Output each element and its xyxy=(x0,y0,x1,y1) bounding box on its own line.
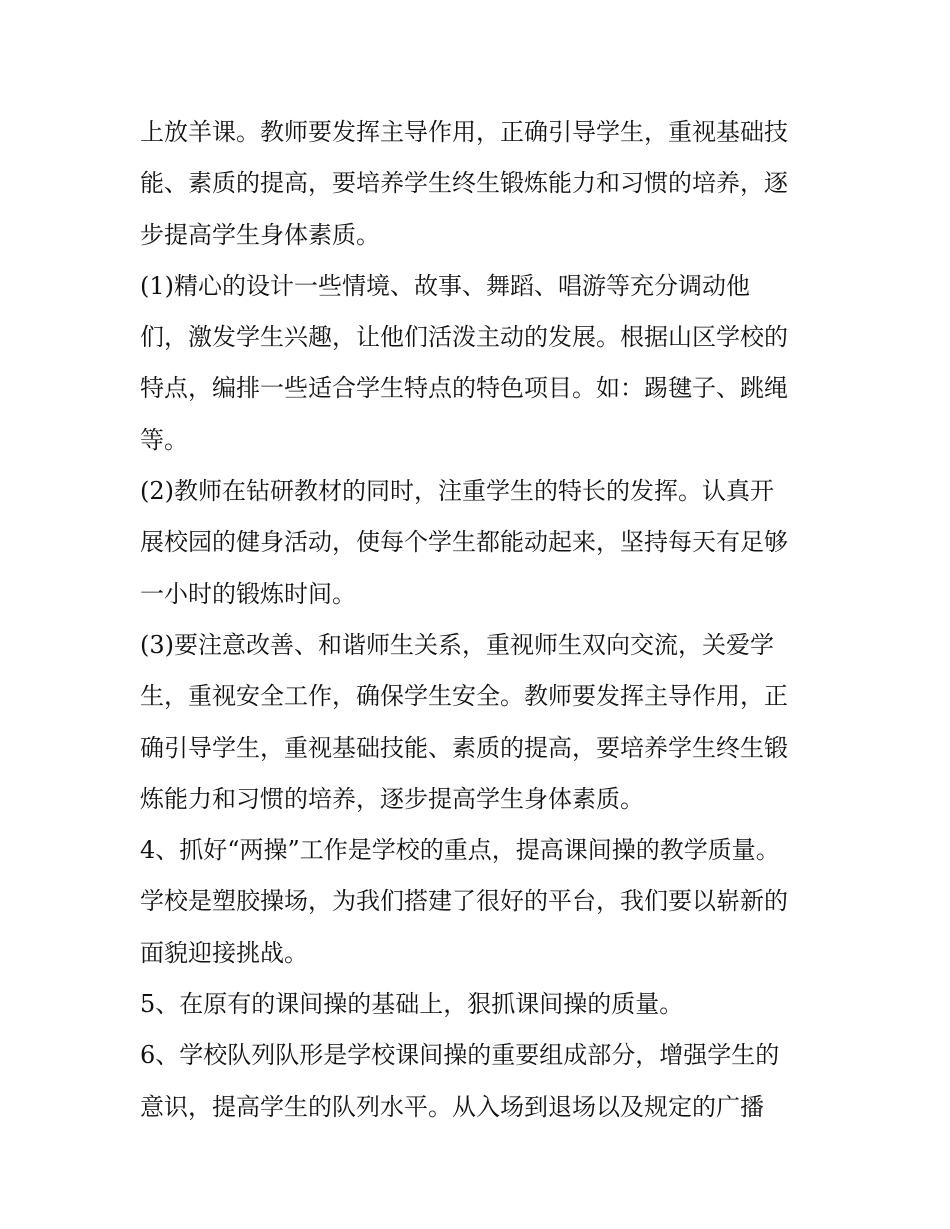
text-line: 面貌迎接挑战。 xyxy=(140,938,308,967)
text-line: 特点，编排一些适合学生特点的特色项目。如：踢毽子、跳绳 xyxy=(140,374,788,403)
text-line: 学校是塑胶操场，为我们搭建了很好的平台，我们要以崭新的 xyxy=(140,887,788,916)
text-line: (1)精心的设计一些情境、故事、舞蹈、唱游等充分调动他 xyxy=(140,271,750,300)
text-line: 展校园的健身活动，使每个学生都能动起来，坚持每天有足够 xyxy=(140,528,788,557)
text-line: 4、抓好“两操”工作是学校的重点，提高课间操的教学质量。 xyxy=(140,836,780,865)
text-line: 一小时的锻炼时间。 xyxy=(140,579,356,608)
text-line: 确引导学生，重视基础技能、素质的提高，要培养学生终生锻 xyxy=(140,733,788,762)
text-line: 上放羊课。教师要发挥主导作用，正确引导学生，重视基础技 xyxy=(140,118,788,146)
text-line: 能、素质的提高，要培养学生终生锻炼能力和习惯的培养，逐 xyxy=(140,169,788,198)
text-line: (3)要注意改善、和谐师生关系，重视师生双向交流，关爱学 xyxy=(140,630,774,659)
text-line: 5、在原有的课间操的基础上，狠抓课间操的质量。 xyxy=(140,990,684,1019)
text-line: 意识，提高学生的队列水平。从入场到退场以及规定的广播 xyxy=(140,1092,764,1121)
text-line: 炼能力和习惯的培养，逐步提高学生身体素质。 xyxy=(140,784,644,813)
text-line: (2)教师在钻研教材的同时，注重学生的特长的发挥。认真开 xyxy=(140,477,774,506)
text-line: 生，重视安全工作，确保学生安全。教师要发挥主导作用，正 xyxy=(140,682,788,711)
document-body xyxy=(140,107,820,1133)
text-line: 们，激发学生兴趣，让他们活泼主动的发展。根据山区学校的 xyxy=(140,323,788,352)
text-line: 步提高学生身体素质。 xyxy=(140,220,380,249)
text-line: 6、学校队列队形是学校课间操的重要组成部分，增强学生的 xyxy=(140,1041,780,1070)
text-line: 等。 xyxy=(140,425,188,454)
